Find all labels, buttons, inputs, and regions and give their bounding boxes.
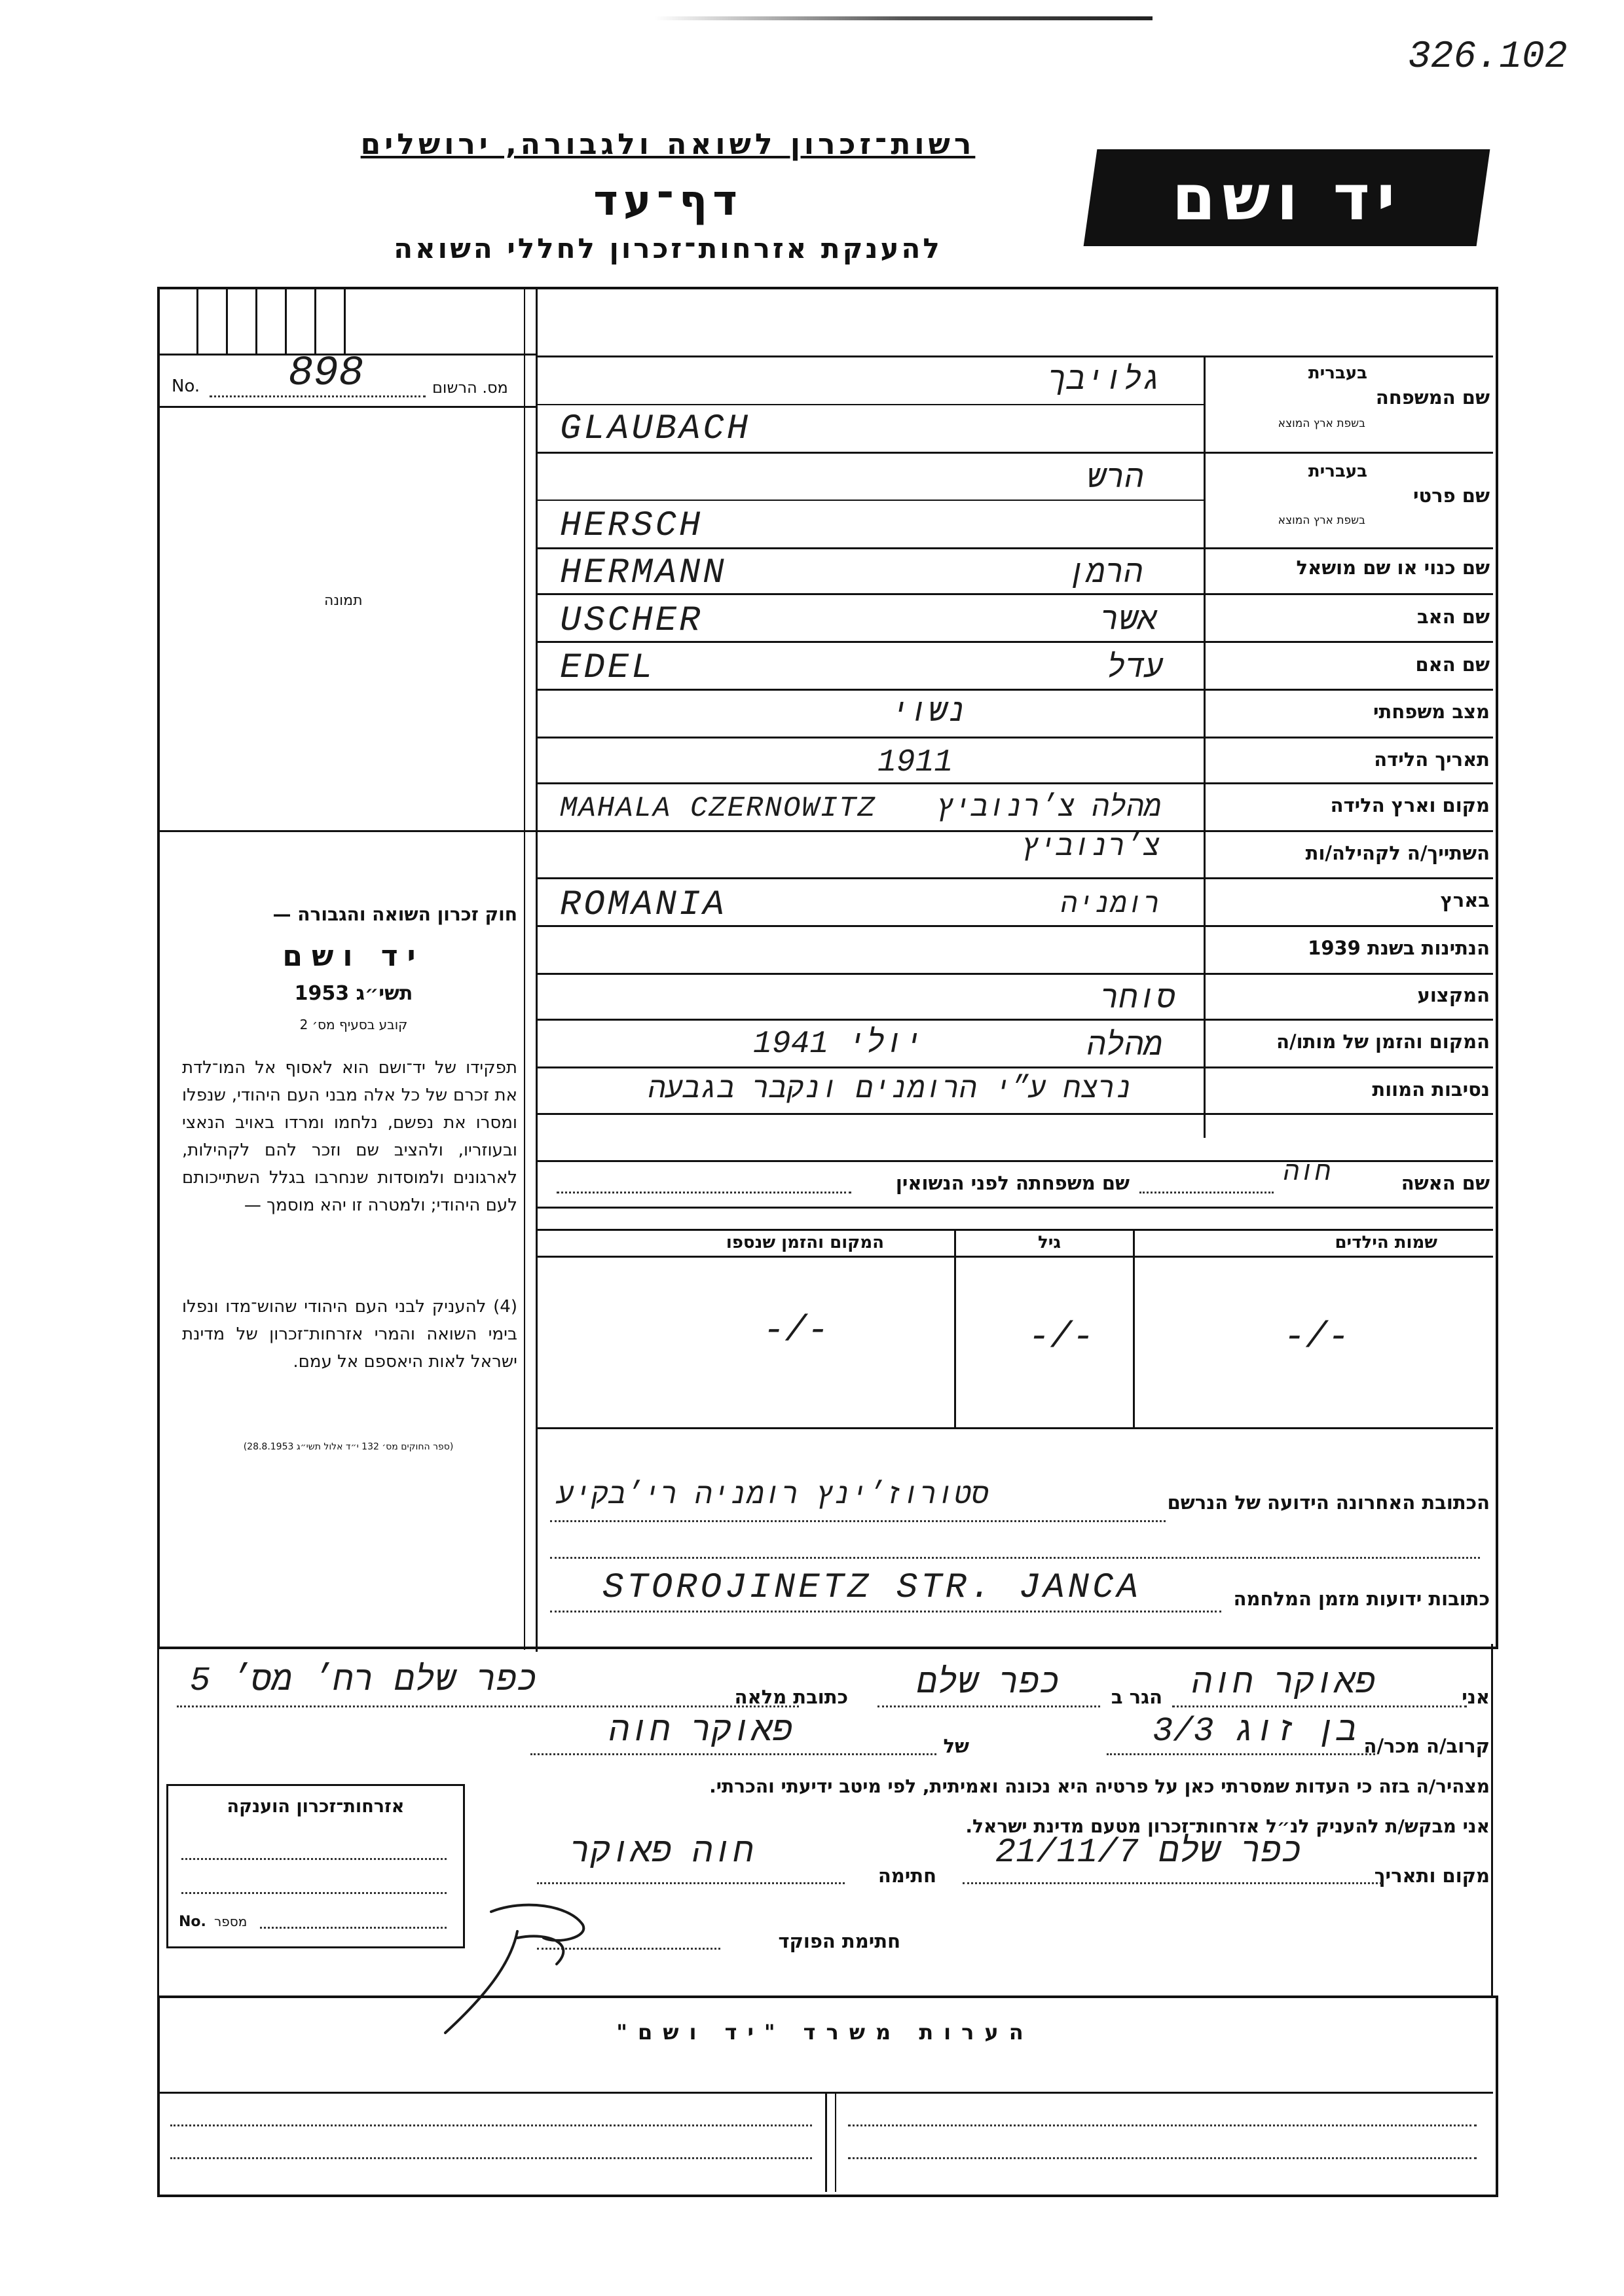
nickname-hebrew-value: הרמן [1067,556,1143,592]
law-source: (ספר החוקים מס׳ 132 י״ד אלול תשי״ג 28.8.1953) [243,1442,454,1452]
children-col-divider [954,1229,956,1427]
father-name-label: שם האב [1416,606,1490,628]
row-line [536,925,1493,927]
row-line [536,1229,1493,1231]
declarant-name-line [1172,1705,1467,1707]
place-date-label: מקום ותאריך [1374,1865,1490,1887]
marital-status-label: מצב משפחתי [1373,701,1490,723]
registration-no-label: No. [172,376,200,396]
relation-value: בן זוג 3/3 [1153,1712,1357,1751]
wartime-address-label: כתובות ידועות מזמן המלחמה [1233,1588,1490,1610]
row-line [536,547,1493,549]
birth-place-hebrew-value: מהלה צ׳רנוביץ [936,792,1162,825]
row-line [536,355,1493,357]
first-name-local-value: HERSCH [560,506,703,546]
first-name-hebrew-value: הרש [1087,462,1144,497]
of-value: פאוקר חוה [609,1712,793,1751]
place-date-line [963,1882,1382,1884]
father-name-local-value: USCHER [560,601,703,641]
father-name-hebrew-value: אשר [1100,604,1157,639]
relative-label: קרוב/ה מכר/ה [1363,1735,1490,1757]
row-line [536,830,1493,832]
header-authority: רשות־זכרון לשואה ולגבורה, ירושלים [360,128,976,161]
office-notes-line [170,2157,812,2159]
row-line [536,782,1493,784]
row-line [536,1066,1493,1068]
declaration-text: מצהיר/ה בזה כי העדות שמסרתי כאן על פרטיה היא נכונה ואמיתית, לפי מיטב ידיעתי והכרתי. [709,1776,1490,1797]
header-subtitle: להענקת אזרחות־זכרון לחללי השואה [394,232,942,264]
family-name-label: שם המשפחה [1375,386,1490,409]
row-line [536,689,1493,691]
wife-maiden-name-label: שם משפחתה לפני הנשואין [895,1172,1130,1194]
office-notes-line [848,2124,1477,2126]
first-name-local-label: בשפת ארץ המוצא [1278,514,1365,527]
nickname-local-value: HERMANN [560,553,727,593]
row-line [536,1256,1493,1258]
registration-row-bottom [157,406,537,408]
mother-name-local-value: EDEL [560,648,655,688]
granted-box-line [181,1858,447,1860]
granted-box [166,1784,465,1948]
photo-area-bottom [157,830,537,832]
row-line [536,593,1493,595]
left-column-divider [536,287,538,1652]
declarant-frame-right [1491,1644,1493,1995]
row-line [536,973,1493,975]
wartime-address-line [550,1611,1221,1613]
country-hebrew-value: רומניה [1061,889,1160,920]
office-notes-line [170,2124,812,2126]
community-label: השתייך/ה לקהילה/ות [1305,842,1490,864]
wife-name-value: חוה [1283,1159,1331,1188]
full-address-value: כפר שלם רח׳ מס׳ 5 [190,1662,538,1700]
request-text: אני מבקש/ת להעניק לנ״ל אזרחות־זכרון מטעם מדינת ישראל. [965,1815,1490,1837]
tab-divider [314,288,316,354]
first-name-label: שם פרטי [1412,484,1490,507]
law-heading: חוק זכרון השואה והגבורה — [272,903,517,925]
signature-line [537,1882,845,1884]
row-line [536,1019,1493,1021]
left-column-divider-2 [524,288,525,1650]
children-col-divider [1133,1229,1135,1427]
country-label: בארץ [1440,889,1490,911]
law-year: תשי״ג 1953 [294,982,413,1005]
signature-label: חתימה [877,1865,936,1887]
row-line [536,1160,1493,1162]
of-line [530,1753,936,1755]
law-paragraph-2: (4) להעניק לבני העם היהודי שהוש־מדו ונפלו בימי השואה והמרי אזרחות־זכרון של מדינת ישראל לאות היאספם אל עמם. [182,1297,517,1372]
last-address-line [550,1520,1166,1522]
resides-line [877,1705,1100,1707]
circumstances-label: נסיבות המוות [1372,1078,1490,1101]
granted-box-title: אזרחות־זכרון הוענקה [227,1796,405,1817]
place-date-value: כפר שלם 21/11/7 [995,1833,1302,1872]
death-place-value: מהלה [1087,1029,1163,1065]
family-name-local-value: GLAUBACH [560,409,751,449]
law-name: יד ושם [282,939,425,973]
wife-maiden-line-2 [557,1192,851,1194]
relation-line [1107,1753,1375,1755]
officer-signature-label: חתימת הפוקד [778,1930,900,1952]
tab-divider [344,288,346,354]
marital-status-value: נשוי [891,695,967,731]
sub-row-line [536,404,1205,405]
wartime-address-value: STOROJINETZ STR. JANCA [602,1568,1141,1608]
logo-text: יד ושם [1172,161,1402,234]
full-address-label: כתובת מלאה [734,1686,848,1708]
granted-box-number-label: מספר [214,1914,248,1929]
wife-name-label: שם האשה [1401,1172,1490,1194]
country-local-value: ROMANIA [560,885,727,925]
row-line [536,452,1493,454]
children-names-value: -/- [1283,1316,1350,1358]
office-notes-title: הערות משרד "יד ושם" [616,2020,1034,2045]
registration-number: 898 [288,350,364,397]
yad-vashem-logo [1084,149,1490,246]
signature-value: חוה פאוקר [570,1833,754,1872]
office-notes-col [825,2092,827,2192]
death-place-label: המקום והזמן של מותו/ה [1276,1030,1490,1053]
death-date-value: יולי 1941 [753,1027,923,1062]
law-clause: קובע בסעיף מס׳ 2 [299,1017,408,1032]
sub-row-line [536,500,1205,501]
birth-place-label: מקום וארץ הלידה [1330,794,1490,816]
declarant-i-label: אני [1462,1686,1490,1708]
row-line [536,737,1493,738]
row-line [536,877,1493,879]
mother-name-hebrew-value: עדל [1107,651,1164,687]
first-name-hebrew-label: בעברית [1308,462,1367,481]
photo-label: תמונה [324,592,363,609]
row-line [536,1207,1493,1209]
declarant-name-value: פאוקר חוה [1192,1664,1376,1703]
office-notes-line [848,2157,1477,2159]
registration-label: מס. הרשום [432,378,508,397]
resides-label: הגר ב [1111,1686,1162,1708]
tab-divider [226,288,228,354]
of-label: של [943,1735,969,1757]
citizenship-label: הנתינות בשנת 1939 [1308,937,1490,959]
row-line [536,1427,1493,1429]
family-name-local-label: בשפת ארץ המוצא [1278,417,1365,430]
birth-date-value: 1911 [877,745,953,780]
community-value: צ׳רנוביץ [1022,831,1160,864]
tab-divider [196,288,198,354]
children-place-header: המקום והזמן שנספו [726,1233,884,1252]
family-name-hebrew-value: גלויבך [1048,363,1161,399]
children-age-header: גיל [1037,1233,1061,1252]
birth-date-label: תאריך הלידה [1374,748,1490,771]
profession-value: סוחר [1100,982,1176,1017]
tab-divider [285,288,287,354]
declarant-frame-left [157,1644,159,1995]
children-age-value: -/- [1028,1316,1094,1358]
law-paragraph-1: תפקידו של יד־ושם הוא לאסוף אל המו־לדת את זכרם של כל אלה מבני העם היהודי, שנפלו ומסרו את נפשם, נלחמו ומרדו באויב הנאצי ובעוזריו, ולהציב שם וזכר להם לקהילות, לארגונים ולמוסדות שנחרבו בגלל השתייכותם לעם היהודי; ולמטרה זו יהא מוסמך — [182,1058,517,1215]
children-names-header: שמות הילדים [1335,1233,1437,1252]
mother-name-label: שם האם [1415,653,1490,676]
last-address-label: הכתובת האחרונה הידועה של הנרשם [1167,1491,1490,1514]
last-address-line-2 [550,1557,1480,1559]
circumstances-value: נרצח ע״י הרומנים ונקבר בגבעה [648,1074,1133,1106]
granted-box-number-line [260,1927,447,1929]
birth-place-local-value: MAHALA CZERNOWITZ [560,792,876,825]
resides-town-value: כפר שלם [917,1664,1060,1703]
scan-streak [655,16,1153,20]
archive-number: 326.102 [1408,36,1568,79]
row-line [536,641,1493,643]
children-place-value: -/- [763,1309,829,1351]
last-address-value: סטורוז׳ינץ רומניה רי׳בקיע [557,1480,989,1512]
tab-divider [255,288,257,354]
row-line [536,1113,1493,1115]
granted-box-no-label: No. [179,1914,206,1930]
family-name-hebrew-label: בעברית [1308,363,1367,383]
full-address-line [177,1705,799,1707]
nickname-label: שם כנוי או שם מושאל [1296,556,1490,579]
wife-maiden-line [1139,1192,1274,1194]
office-notes-col-2 [835,2092,836,2192]
header-title: דף־עד [593,177,743,225]
granted-box-line [181,1892,447,1894]
profession-label: המקצוע [1417,984,1490,1006]
